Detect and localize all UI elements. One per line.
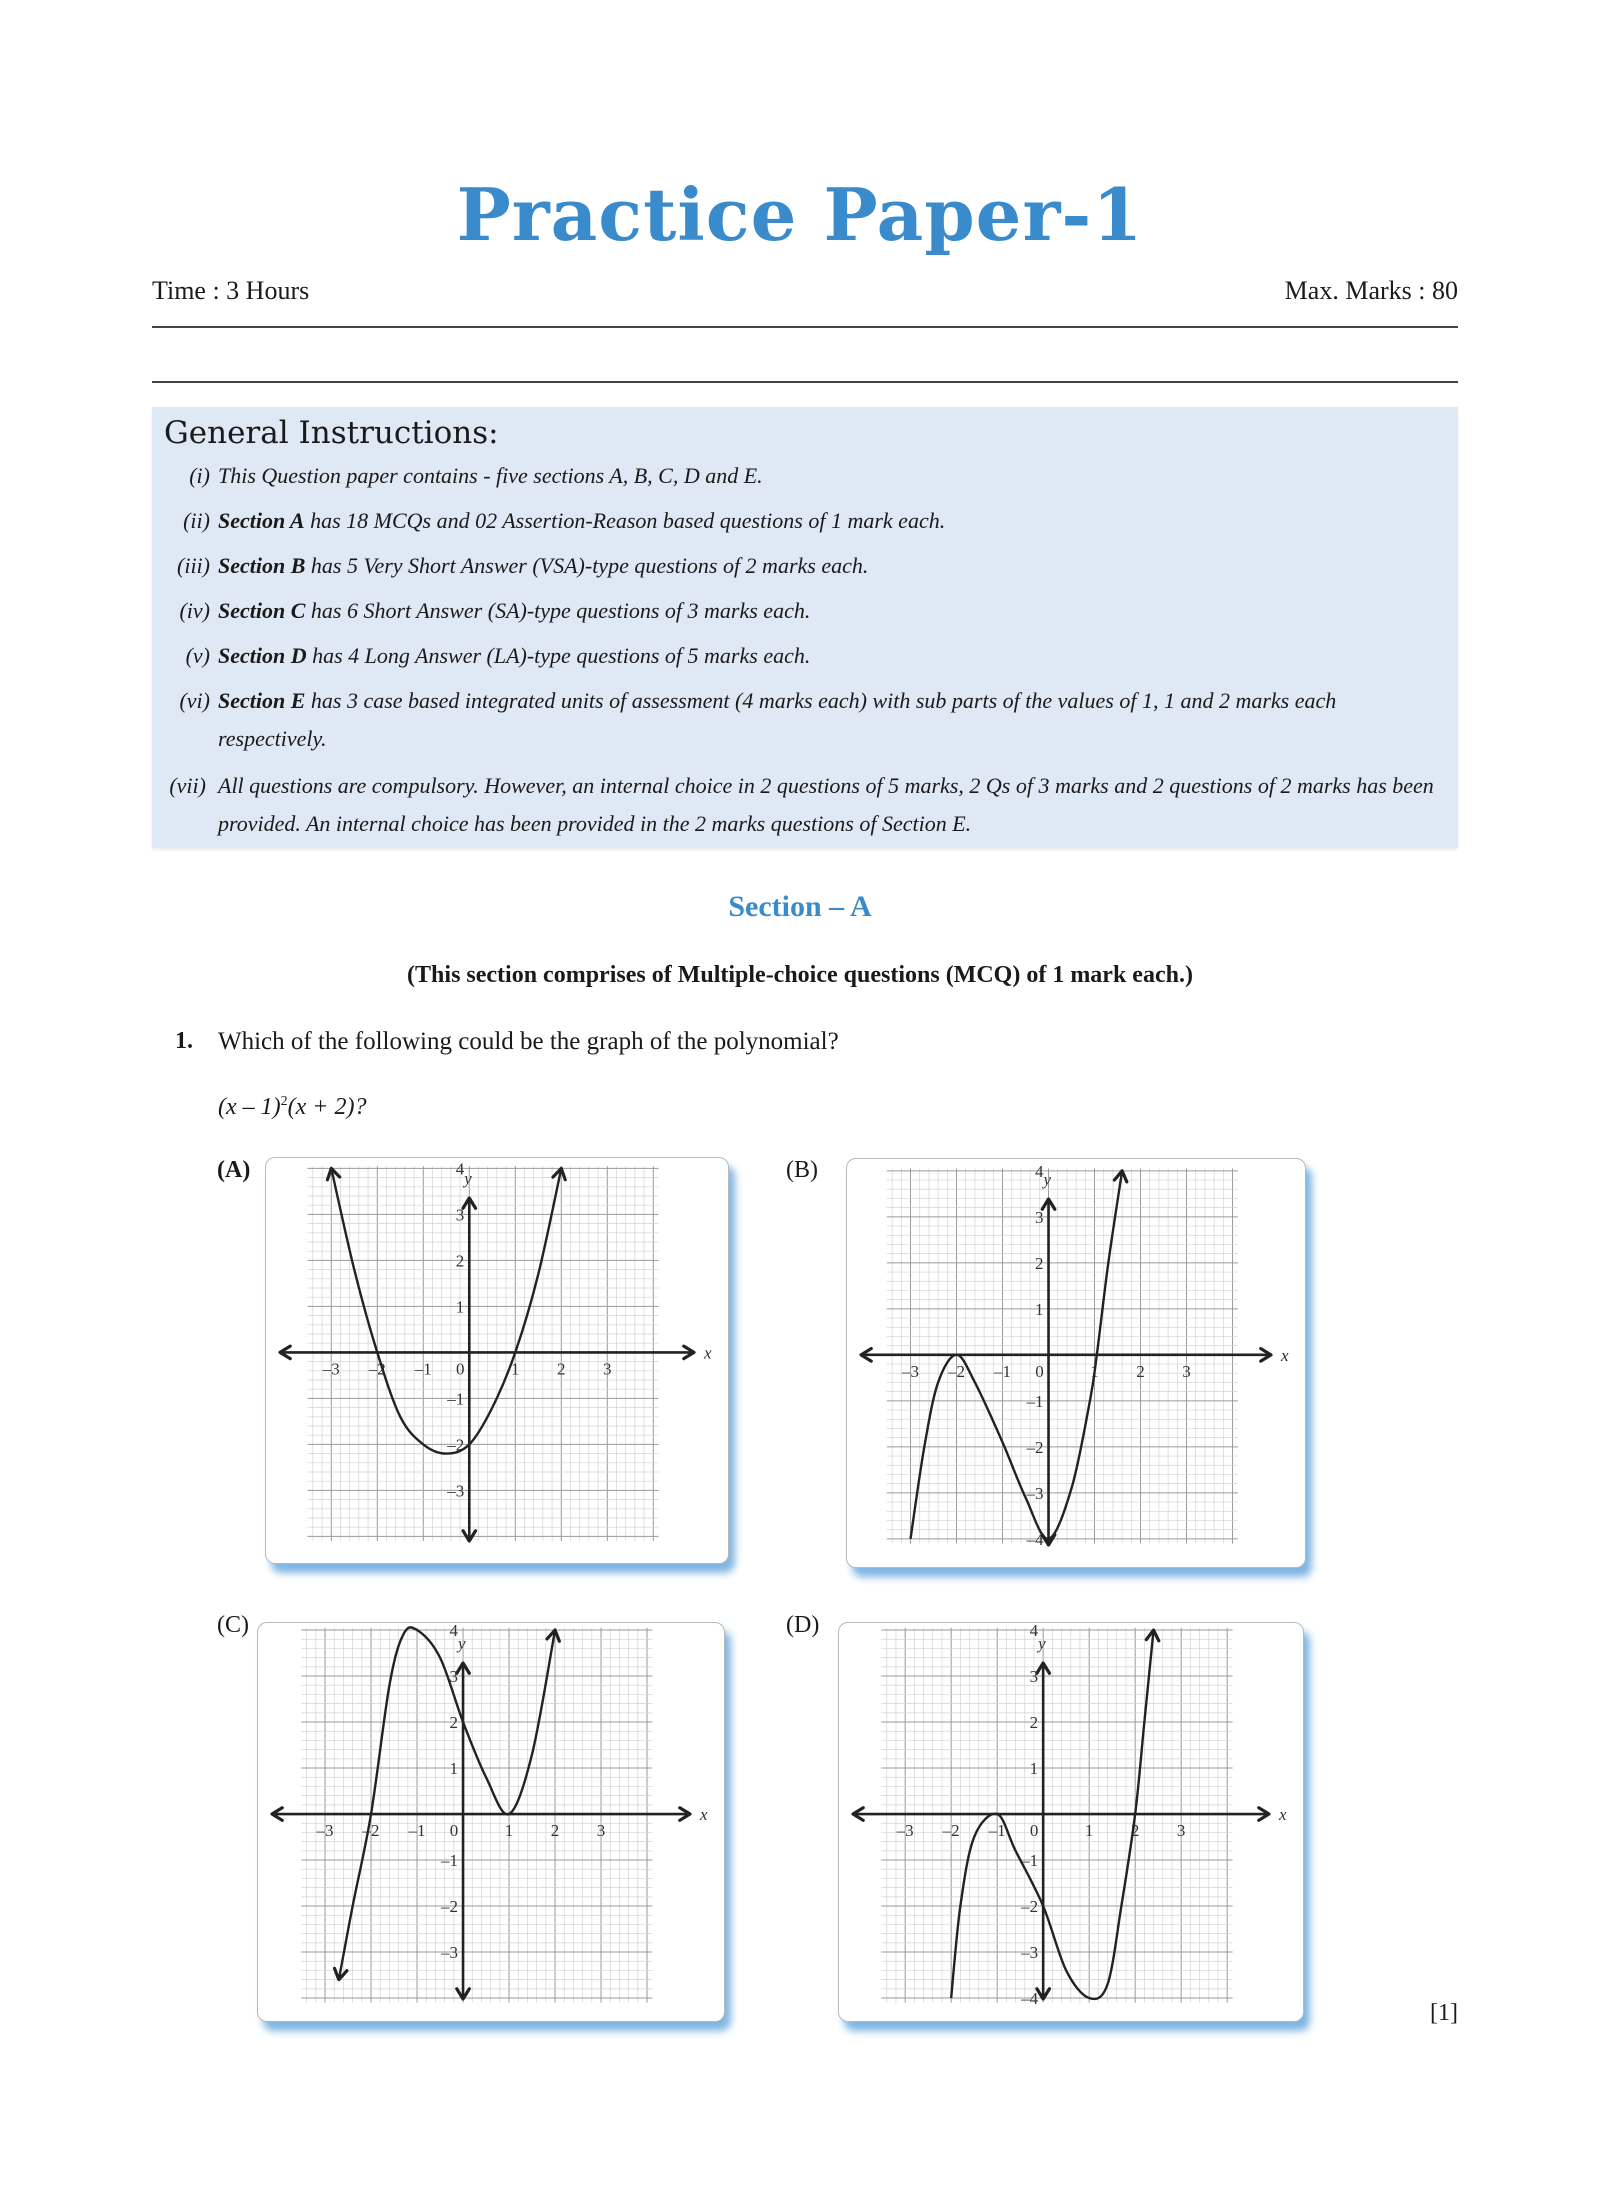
y-tick-label: 1 xyxy=(1035,1299,1044,1319)
max-marks-label: Max. Marks : 80 xyxy=(1284,276,1458,305)
instruction-section-name: Section E xyxy=(218,688,306,713)
x-tick-label: 1 xyxy=(1084,1821,1094,1841)
expr-part-a: (x – 1) xyxy=(218,1094,281,1120)
x-tick-label: 0 xyxy=(456,1359,465,1379)
option-d-graph[interactable] xyxy=(838,1622,1304,2022)
instructions-title: General Instructions: xyxy=(164,415,499,451)
instruction-text: has 18 MCQs and 02 Assertion-Reason based questions of 1 mark each. xyxy=(304,508,946,533)
x-tick-label: –2 xyxy=(942,1821,960,1841)
x-tick-label: 2 xyxy=(1136,1361,1145,1381)
x-tick-label: –1 xyxy=(408,1821,426,1841)
divider xyxy=(152,326,1458,328)
instruction-text: All questions are compulsory. However, an internal choice in 2 questions of 5 marks, 2 Qs of 3 marks and 2 questions of 2 marks has been provided. An internal choice has been provided in the 2 marks questions of Section E. xyxy=(218,773,1434,836)
instruction-body xyxy=(218,547,1448,585)
x-axis-label: x xyxy=(1281,1345,1289,1365)
section-subtitle: (This section comprises of Multiple-choice questions (MCQ) of 1 mark each.) xyxy=(407,962,1193,988)
y-axis-label: y xyxy=(458,1634,466,1653)
x-tick-label: 2 xyxy=(1130,1821,1140,1841)
option-a-label: (A) xyxy=(217,1157,251,1183)
y-tick-label: –2 xyxy=(1026,1437,1044,1457)
option-c-label: (C) xyxy=(217,1612,249,1638)
graph-c-svg xyxy=(258,1623,724,2021)
instruction-number: (v) xyxy=(185,643,210,668)
x-axis-label: x xyxy=(704,1343,712,1363)
y-tick-label: –2 xyxy=(447,1435,465,1455)
y-tick-label: –1 xyxy=(1021,1851,1039,1871)
graph-a-svg xyxy=(266,1158,728,1563)
x-tick-label: 0 xyxy=(1029,1821,1039,1841)
y-tick-label: 2 xyxy=(449,1713,459,1733)
option-d-label: (D) xyxy=(786,1612,820,1638)
y-tick-label: –2 xyxy=(1021,1897,1039,1917)
x-tick-label: –2 xyxy=(362,1821,380,1841)
y-tick-label: 4 xyxy=(449,1623,459,1641)
y-tick-label: –4 xyxy=(1026,1529,1044,1549)
y-tick-label: –3 xyxy=(441,1943,459,1963)
x-tick-label: 0 xyxy=(1035,1361,1044,1381)
y-tick-label: 1 xyxy=(455,1297,465,1317)
instruction-number: (i) xyxy=(189,463,210,488)
time-label: Time : 3 Hours xyxy=(152,276,310,305)
instruction-number: (iv) xyxy=(179,598,210,623)
x-tick-label: –1 xyxy=(414,1359,432,1379)
y-tick-label: –1 xyxy=(447,1389,465,1409)
y-tick-label: 3 xyxy=(455,1205,465,1225)
option-b-label: (B) xyxy=(786,1157,818,1183)
instruction-body xyxy=(218,637,1448,675)
x-tick-label: 2 xyxy=(557,1359,566,1379)
y-tick-label: 1 xyxy=(1029,1759,1039,1779)
y-tick-label: 2 xyxy=(1029,1713,1039,1733)
polynomial-expression xyxy=(218,1094,366,1121)
y-axis-label: y xyxy=(1043,1170,1052,1189)
general-instructions-box xyxy=(152,407,1458,848)
y-tick-label: –1 xyxy=(441,1851,459,1871)
expr-exponent: 2 xyxy=(280,1094,288,1109)
x-tick-label: –2 xyxy=(948,1361,966,1381)
option-b-graph[interactable] xyxy=(846,1158,1306,1568)
instruction-text: This Question paper contains - five sections A, B, C, D and E. xyxy=(218,463,763,488)
instruction-number: (ii) xyxy=(183,508,210,533)
instruction-section-name: Section C xyxy=(218,598,306,623)
x-tick-label: –3 xyxy=(896,1821,914,1841)
section-title: Section – A xyxy=(728,890,872,923)
y-tick-label: –3 xyxy=(1021,1943,1039,1963)
question-number: 1. xyxy=(175,1028,193,1054)
y-tick-label: 1 xyxy=(449,1759,459,1779)
instruction-body xyxy=(218,457,1448,495)
x-tick-label: –3 xyxy=(902,1361,920,1381)
graph-b-svg xyxy=(847,1159,1305,1567)
y-tick-label: 3 xyxy=(449,1667,459,1687)
x-tick-label: 0 xyxy=(449,1821,459,1841)
polynomial-curve xyxy=(331,1168,561,1453)
question-text: Which of the following could be the graph of the polynomial? xyxy=(218,1028,839,1055)
y-tick-label: 3 xyxy=(1035,1207,1044,1227)
x-tick-label: –2 xyxy=(368,1359,386,1379)
x-tick-label: –3 xyxy=(322,1359,340,1379)
y-tick-label: –4 xyxy=(1021,1989,1039,2009)
x-tick-label: 1 xyxy=(1090,1361,1099,1381)
x-tick-label: 1 xyxy=(504,1821,514,1841)
instruction-text: has 3 case based integrated units of assessment (4 marks each) with sub parts of the values of 1, 1 and 2 marks each respectively. xyxy=(218,688,1337,751)
instruction-section-name: Section D xyxy=(218,643,307,668)
x-tick-label: 3 xyxy=(596,1821,606,1841)
y-axis-label: y xyxy=(1038,1634,1046,1653)
question-marks: [1] xyxy=(1430,2000,1458,2026)
x-tick-label: 3 xyxy=(1182,1361,1191,1381)
x-axis-label: x xyxy=(700,1805,708,1825)
instruction-body xyxy=(218,767,1448,843)
page-title: Practice Paper-1 xyxy=(456,172,1144,257)
x-tick-label: –3 xyxy=(316,1821,334,1841)
y-tick-label: 2 xyxy=(455,1251,465,1271)
instruction-body xyxy=(218,502,1448,540)
divider xyxy=(152,381,1458,383)
x-tick-label: –1 xyxy=(994,1361,1012,1381)
graph-d-svg xyxy=(839,1623,1303,2021)
y-tick-label: –3 xyxy=(1026,1483,1044,1503)
instruction-section-name: Section A xyxy=(218,508,305,533)
instruction-text: has 5 Very Short Answer (VSA)-type questions of 2 marks each. xyxy=(305,553,869,578)
y-tick-label: 4 xyxy=(1035,1161,1044,1181)
instruction-number: (iii) xyxy=(177,553,210,578)
instruction-number: (vi) xyxy=(179,688,210,713)
instruction-body xyxy=(218,682,1448,758)
y-tick-label: 4 xyxy=(455,1159,465,1179)
y-tick-label: –3 xyxy=(447,1481,465,1501)
option-c-graph[interactable] xyxy=(257,1622,725,2022)
y-tick-label: –1 xyxy=(1026,1391,1044,1411)
y-tick-label: 4 xyxy=(1029,1623,1039,1641)
instruction-section-name: Section B xyxy=(218,553,306,578)
y-axis-label: y xyxy=(464,1169,472,1188)
instruction-number: (vii) xyxy=(169,773,206,798)
expr-part-b: (x + 2)? xyxy=(287,1094,367,1120)
option-a-graph[interactable] xyxy=(265,1157,729,1564)
x-tick-label: 3 xyxy=(1176,1821,1186,1841)
instruction-text: has 4 Long Answer (LA)-type questions of 5 marks each. xyxy=(306,643,811,668)
x-tick-label: 1 xyxy=(511,1359,520,1379)
instruction-body xyxy=(218,592,1448,630)
x-axis-label: x xyxy=(1279,1805,1287,1825)
instruction-text: has 6 Short Answer (SA)-type questions of 3 marks each. xyxy=(305,598,811,623)
x-tick-label: 3 xyxy=(603,1359,612,1379)
x-tick-label: 2 xyxy=(550,1821,560,1841)
x-tick-label: –1 xyxy=(988,1821,1006,1841)
y-tick-label: –2 xyxy=(441,1897,459,1917)
y-tick-label: 2 xyxy=(1035,1253,1044,1273)
y-tick-label: 3 xyxy=(1029,1667,1039,1687)
